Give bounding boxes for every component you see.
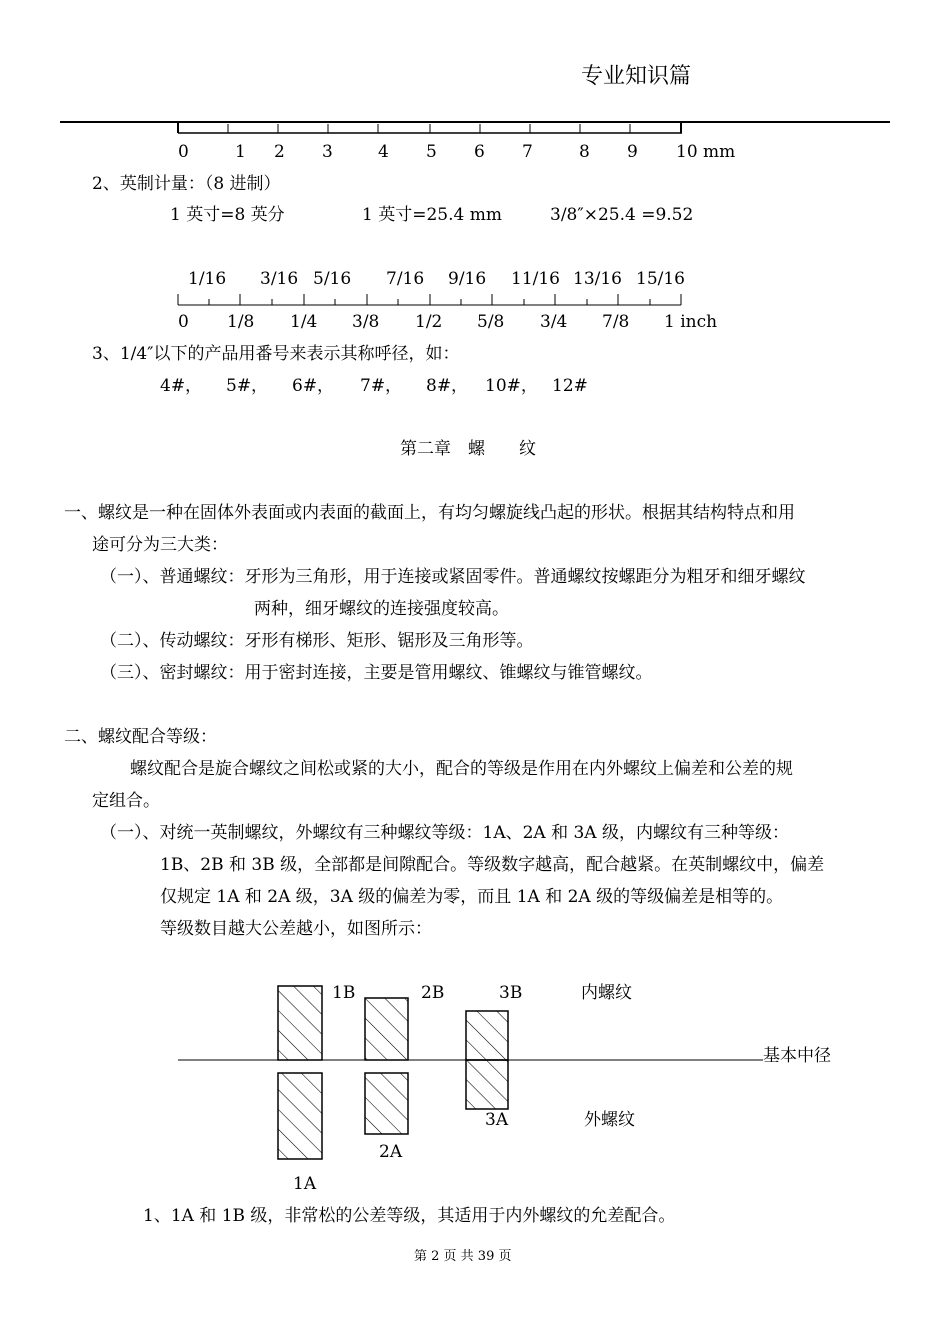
chapter-title: 第二章 螺 纹 — [400, 439, 536, 459]
sixteenth-label: 3/16 — [260, 269, 299, 289]
number-item: 8#， — [426, 376, 469, 396]
number-item: 12# — [552, 376, 588, 396]
sixteenth-label: 13/16 — [573, 269, 622, 289]
label-3b: 3B — [499, 983, 523, 1003]
section2-para-line1: 螺纹配合是旋合螺纹之间松或紧的大小，配合的等级是作用在内外螺纹上偏差和公差的规 — [130, 759, 793, 779]
metric-label: 8 — [579, 142, 590, 162]
eighth-label: 3/8 — [352, 312, 380, 332]
metric-label: 9 — [627, 142, 638, 162]
label-inner-thread: 内螺纹 — [581, 983, 632, 1003]
section1-item1-line1: （一）、普通螺纹：牙形为三角形，用于连接或紧固零件。普通螺纹按螺距分为粗牙和细牙螺纹 — [100, 567, 806, 587]
sixteenth-label: 7/16 — [386, 269, 425, 289]
header-title: 专业知识篇 — [581, 64, 692, 89]
metric-label: 1 — [235, 142, 246, 162]
eighth-label: 5/8 — [477, 312, 505, 332]
metric-ruler — [178, 123, 682, 133]
section2-heading: 二、螺纹配合等级： — [64, 727, 217, 747]
number-item: 10#， — [485, 376, 538, 396]
imperial-eq-3: 3/8″×25.4 =9.52 — [550, 205, 694, 225]
label-1b: 1B — [332, 983, 356, 1003]
section1-line2: 途可分为三大类： — [92, 535, 228, 555]
metric-label: 6 — [474, 142, 485, 162]
label-3a: 3A — [485, 1110, 509, 1130]
section1-item2: （二）、传动螺纹：牙形有梯形、矩形、锯形及三角形等。 — [100, 631, 534, 651]
section1-line1: 一、螺纹是一种在固体外表面或内表面的截面上，有均匀螺旋线凸起的形状。根据其结构特点和用 — [64, 503, 795, 523]
imperial-heading: 2、英制计量：（8 进制） — [92, 174, 281, 194]
sixteenth-label: 11/16 — [511, 269, 560, 289]
label-2a: 2A — [379, 1142, 403, 1162]
eighth-label: 1 inch — [664, 312, 718, 332]
eighth-label: 7/8 — [602, 312, 630, 332]
metric-label: 10 mm — [676, 142, 736, 162]
metric-label: 4 — [378, 142, 389, 162]
eighth-label: 1/2 — [415, 312, 443, 332]
sixteenth-label: 15/16 — [636, 269, 685, 289]
imperial-eq-2: 1 英寸=25.4 mm — [362, 205, 502, 225]
section1-item1-line2: 两种，细牙螺纹的连接强度较高。 — [254, 599, 509, 619]
section2-para-line2: 定组合。 — [92, 791, 160, 811]
zone-1b — [278, 986, 322, 1060]
sixteenth-label: 5/16 — [313, 269, 352, 289]
zone-2b — [365, 998, 408, 1060]
number-item: 6#， — [292, 376, 335, 396]
sixteenth-label: 9/16 — [448, 269, 487, 289]
metric-label: 3 — [322, 142, 333, 162]
metric-label: 7 — [522, 142, 533, 162]
sixteenth-label: 1/16 — [188, 269, 227, 289]
section2-item1-line2: 1B、2B 和 3B 级，全部都是间隙配合。等级数字越高，配合越紧。在英制螺纹中，偏差 — [160, 855, 825, 875]
metric-label: 0 — [178, 142, 189, 162]
eighth-label: 1/4 — [290, 312, 318, 332]
zone-3a — [466, 1060, 508, 1109]
numbering-heading: 3、1/4″以下的产品用番号来表示其称呼径，如： — [92, 344, 460, 364]
label-1a: 1A — [293, 1174, 317, 1194]
zone-3b — [466, 1011, 508, 1060]
label-basic-pitch: 基本中径 — [763, 1046, 831, 1066]
eighth-label: 1/8 — [227, 312, 255, 332]
number-item: 5#， — [226, 376, 269, 396]
section2-item1-line1: （一）、对统一英制螺纹，外螺纹有三种螺纹等级：1A、2A 和 3A 级，内螺纹有三种等级： — [100, 823, 789, 843]
imperial-eq-1: 1 英寸=8 英分 — [170, 205, 285, 225]
section2-item1-line3: 仅规定 1A 和 2A 级，3A 级的偏差为零，而且 1A 和 2A 级的等级偏差是相等的。 — [160, 887, 784, 907]
page-footer: 第 2 页 共 39 页 — [414, 1249, 512, 1264]
zone-2a — [365, 1073, 408, 1134]
imperial-ruler — [178, 294, 681, 305]
eighth-label: 0 — [178, 312, 189, 332]
section2-item1-line4: 等级数目越大公差越小，如图所示： — [160, 919, 432, 939]
eighth-label: 3/4 — [540, 312, 568, 332]
metric-label: 2 — [274, 142, 285, 162]
section1-item3: （三）、密封螺纹：用于密封连接，主要是管用螺纹、锥螺纹与锥管螺纹。 — [100, 663, 653, 683]
label-outer-thread: 外螺纹 — [584, 1110, 635, 1130]
note-1: 1、1A 和 1B 级，非常松的公差等级，其适用于内外螺纹的允差配合。 — [143, 1206, 676, 1226]
number-item: 7#， — [360, 376, 403, 396]
label-2b: 2B — [421, 983, 445, 1003]
zone-1a — [278, 1073, 322, 1159]
metric-label: 5 — [426, 142, 437, 162]
tolerance-diagram — [178, 983, 780, 1162]
number-item: 4#， — [160, 376, 203, 396]
